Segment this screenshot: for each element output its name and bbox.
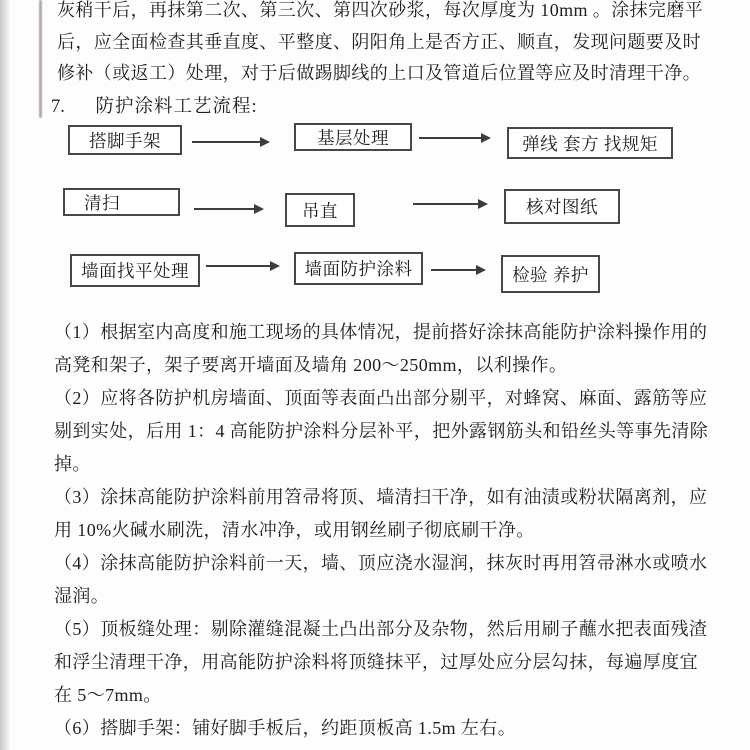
- body-line: （6）搭脚手架：铺好脚手板后，约距顶板高 1.5m 左右。: [54, 718, 517, 738]
- flow-step-protective-coating: 墙面防护涂料: [294, 252, 423, 285]
- body-line: 高凳和架子，架子要离开墙面及墙角 200～250mm，以利操作。: [54, 355, 568, 375]
- flow-arrow: [431, 269, 484, 271]
- flow-step-scaffolding: 搭脚手架: [68, 125, 182, 155]
- intro-line: 后，应全面检查其垂直度、平整度、阴阳角上是否方正、顺直，发现问题要及时: [57, 31, 701, 52]
- body-line: 在 5～7mm。: [54, 685, 162, 705]
- procedure-paragraphs: [54, 316, 722, 745]
- flow-step-inspection-curing: 检验 养护: [501, 255, 600, 293]
- intro-line: 灰稍干后，再抹第二次、第三次、第四次砂浆，每次厚度为 10mm 。涂抹完磨平: [57, 0, 704, 20]
- body-line: 用 10%火碱水刷洗，清水冲净，或用钢丝刷子彻底刷干净。: [54, 520, 535, 540]
- flow-arrow: [419, 137, 489, 139]
- flow-step-wall-leveling: 墙面找平处理: [70, 254, 200, 287]
- flow-arrow: [206, 265, 278, 267]
- body-line: 和浮尘清理干净，用高能防护涂料将顶缝抹平，过厚处应分层勾抹，每遍厚度宜: [54, 652, 698, 672]
- section-number: 7.: [51, 97, 65, 117]
- process-flowchart: [0, 0, 750, 310]
- flow-step-plumb: 吊直: [285, 193, 355, 227]
- flow-step-base-treatment: 基层处理: [294, 123, 412, 151]
- intro-line: 修补（或返工）处理，对于后做踢脚线的上口及管道后位置等应及时清理干净。: [57, 63, 701, 83]
- flow-step-cleaning: 清扫: [63, 188, 180, 216]
- body-line: 剔到实处，后用 1：4 高能防护涂料分层补平，把外露钢筋头和铅丝头等事先清除: [54, 421, 709, 441]
- body-line: （3）涂抹高能防护涂料前用笤帚将顶、墙清扫干净，如有油渍或粉状隔离剂，应: [54, 487, 708, 507]
- body-line: 湿润。: [54, 586, 110, 606]
- flow-arrow: [192, 141, 268, 143]
- flow-step-snap-lines: 弹线 套方 找规矩: [507, 127, 673, 159]
- flow-arrow: [413, 203, 486, 205]
- body-line: （4）涂抹高能防护涂料前一天，墙、顶应浇水湿润，抹灰时再用笤帚淋水或喷水: [54, 553, 708, 573]
- flow-arrow: [194, 208, 262, 210]
- flow-step-check-drawings: 核对图纸: [504, 189, 620, 224]
- body-line: （2）应将各防护机房墙面、顶面等表面凸出部分剔平，对蜂窝、麻面、露筋等应: [54, 388, 708, 408]
- body-line: （1）根据室内高度和施工现场的具体情况，提前搭好涂抹高能防护涂料操作用的: [54, 322, 708, 342]
- body-line: （5）顶板缝处理：剔除灌缝混凝土凸出部分及杂物，然后用刷子蘸水把表面残渣: [54, 619, 708, 639]
- section-title: 防护涂料工艺流程:: [95, 97, 258, 117]
- body-line: 掉。: [54, 454, 91, 474]
